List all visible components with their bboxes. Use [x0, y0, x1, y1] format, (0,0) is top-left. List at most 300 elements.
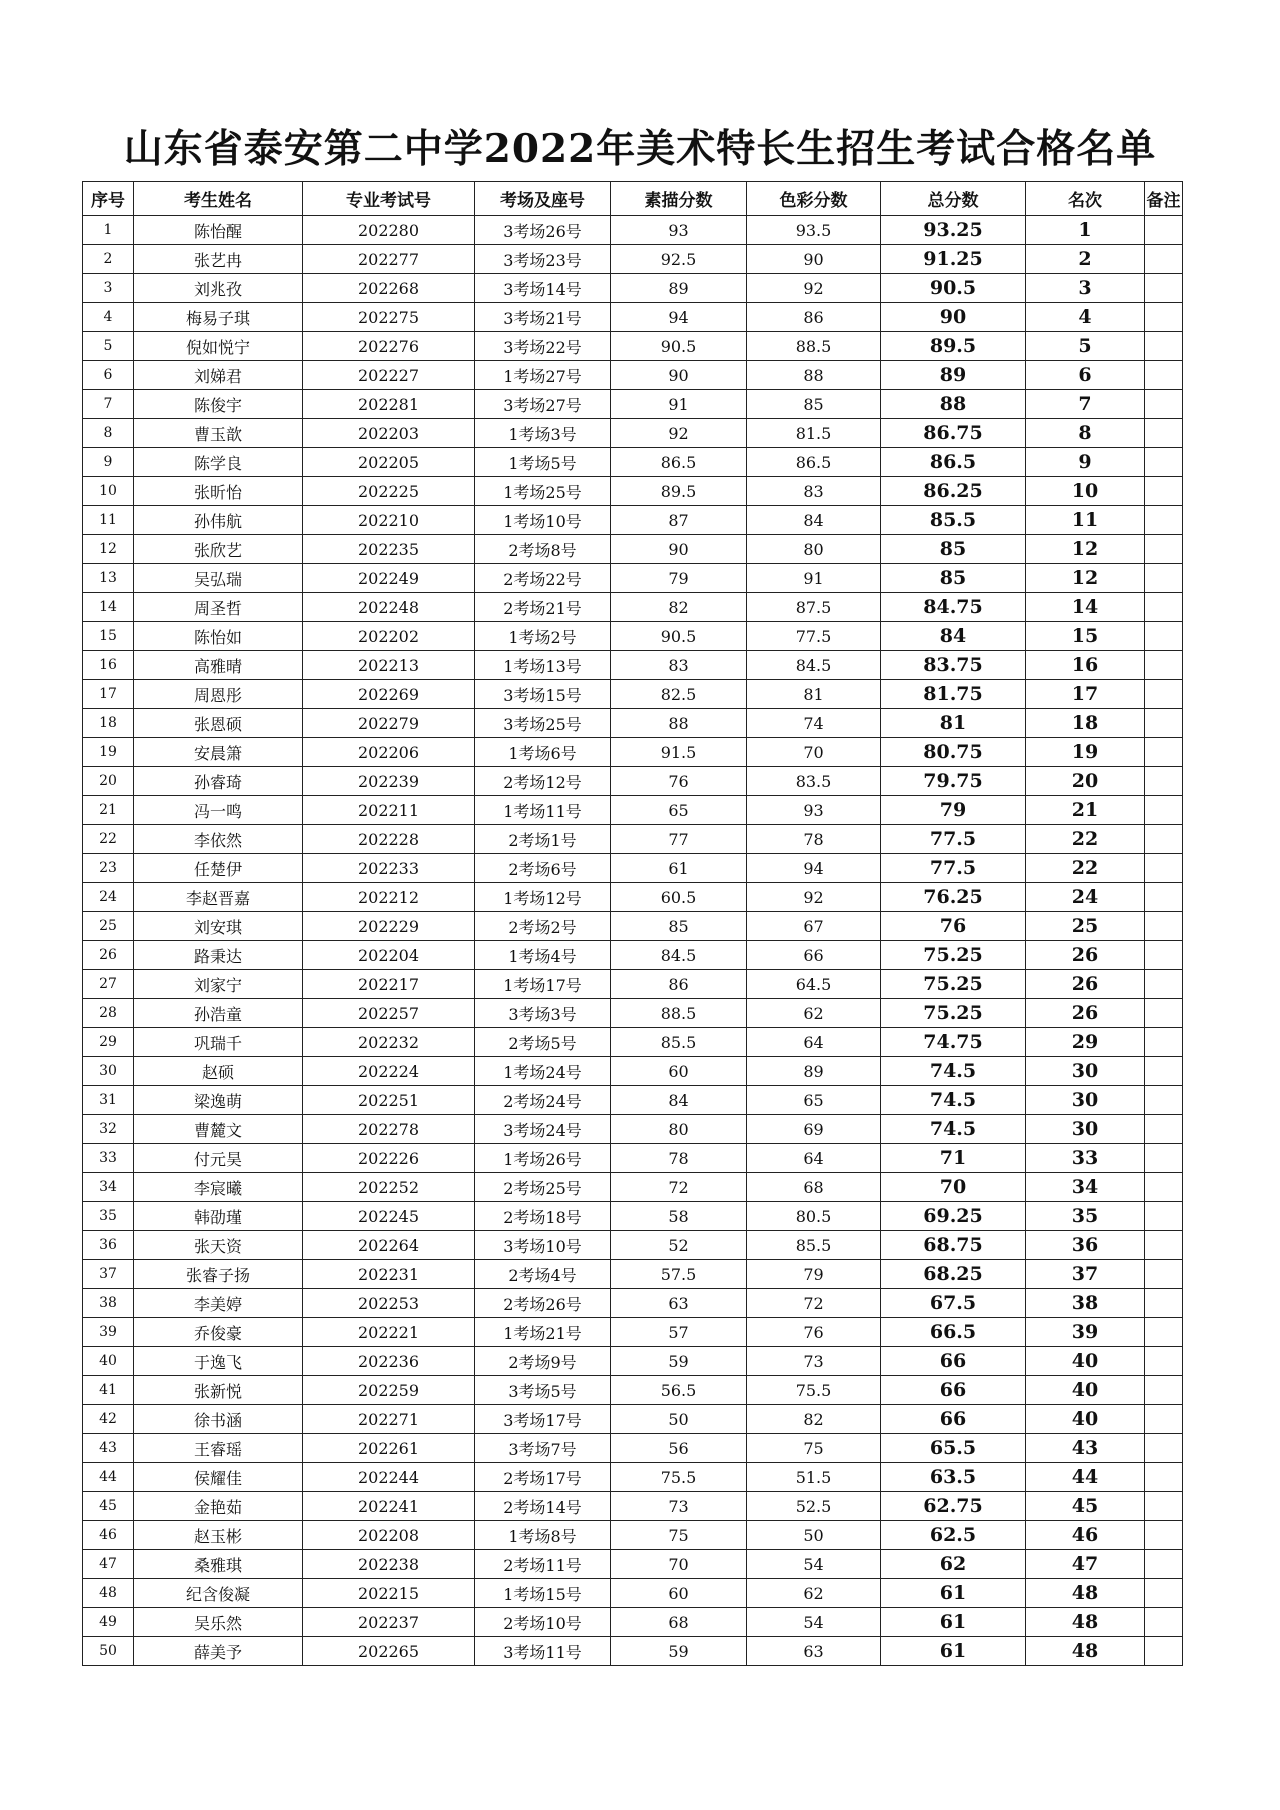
cell-rank: 4: [1026, 303, 1145, 332]
cell-rank: 26: [1026, 941, 1145, 970]
table-row: [83, 506, 1183, 535]
table-row: [83, 941, 1183, 970]
cell-exam-number: 202279: [303, 709, 475, 738]
cell-name: 王睿瑶: [134, 1434, 303, 1463]
cell-rank: 34: [1026, 1173, 1145, 1202]
cell-sketch-score: 92: [611, 419, 747, 448]
cell-sketch-score: 75: [611, 1521, 747, 1550]
cell-index: 27: [83, 970, 134, 999]
cell-name: 赵玉彬: [134, 1521, 303, 1550]
cell-exam-number: 202261: [303, 1434, 475, 1463]
cell-sketch-score: 83: [611, 651, 747, 680]
cell-index: 11: [83, 506, 134, 535]
cell-remarks: [1145, 1637, 1183, 1666]
cell-index: 44: [83, 1463, 134, 1492]
header-color-score: 色彩分数: [747, 182, 881, 216]
cell-name: 刘娣君: [134, 361, 303, 390]
cell-exam-number: 202232: [303, 1028, 475, 1057]
cell-total-score: 61: [881, 1579, 1026, 1608]
cell-index: 13: [83, 564, 134, 593]
cell-remarks: [1145, 622, 1183, 651]
cell-color-score: 94: [747, 854, 881, 883]
cell-name: 高雅晴: [134, 651, 303, 680]
cell-room-seat: 1考场21号: [475, 1318, 611, 1347]
cell-color-score: 54: [747, 1550, 881, 1579]
cell-color-score: 85.5: [747, 1231, 881, 1260]
cell-index: 36: [83, 1231, 134, 1260]
cell-index: 12: [83, 535, 134, 564]
cell-room-seat: 3考场27号: [475, 390, 611, 419]
cell-exam-number: 202276: [303, 332, 475, 361]
cell-remarks: [1145, 1115, 1183, 1144]
cell-remarks: [1145, 709, 1183, 738]
cell-color-score: 93: [747, 796, 881, 825]
cell-color-score: 80: [747, 535, 881, 564]
cell-room-seat: 2考场10号: [475, 1608, 611, 1637]
cell-index: 17: [83, 680, 134, 709]
cell-exam-number: 202236: [303, 1347, 475, 1376]
cell-sketch-score: 56: [611, 1434, 747, 1463]
cell-index: 41: [83, 1376, 134, 1405]
cell-color-score: 87.5: [747, 593, 881, 622]
cell-room-seat: 2考场11号: [475, 1550, 611, 1579]
cell-name: 梅易子琪: [134, 303, 303, 332]
cell-rank: 43: [1026, 1434, 1145, 1463]
cell-sketch-score: 85.5: [611, 1028, 747, 1057]
cell-color-score: 89: [747, 1057, 881, 1086]
cell-remarks: [1145, 1057, 1183, 1086]
cell-room-seat: 1考场15号: [475, 1579, 611, 1608]
cell-name: 周圣哲: [134, 593, 303, 622]
cell-remarks: [1145, 1521, 1183, 1550]
cell-name: 任楚伊: [134, 854, 303, 883]
cell-index: 46: [83, 1521, 134, 1550]
cell-rank: 35: [1026, 1202, 1145, 1231]
cell-total-score: 90: [881, 303, 1026, 332]
cell-total-score: 81: [881, 709, 1026, 738]
cell-room-seat: 1考场26号: [475, 1144, 611, 1173]
cell-rank: 29: [1026, 1028, 1145, 1057]
cell-total-score: 66: [881, 1405, 1026, 1434]
cell-total-score: 65.5: [881, 1434, 1026, 1463]
cell-remarks: [1145, 477, 1183, 506]
cell-index: 45: [83, 1492, 134, 1521]
cell-name: 巩瑞千: [134, 1028, 303, 1057]
cell-name: 于逸飞: [134, 1347, 303, 1376]
cell-color-score: 62: [747, 1579, 881, 1608]
cell-remarks: [1145, 506, 1183, 535]
cell-sketch-score: 86: [611, 970, 747, 999]
cell-index: 22: [83, 825, 134, 854]
cell-name: 刘家宁: [134, 970, 303, 999]
cell-index: 32: [83, 1115, 134, 1144]
cell-exam-number: 202212: [303, 883, 475, 912]
table-row: [83, 796, 1183, 825]
table-row: [83, 825, 1183, 854]
cell-name: 李依然: [134, 825, 303, 854]
cell-index: 33: [83, 1144, 134, 1173]
cell-exam-number: 202213: [303, 651, 475, 680]
cell-name: 陈学良: [134, 448, 303, 477]
cell-remarks: [1145, 303, 1183, 332]
cell-sketch-score: 68: [611, 1608, 747, 1637]
cell-room-seat: 1考场4号: [475, 941, 611, 970]
cell-total-score: 66: [881, 1376, 1026, 1405]
cell-rank: 26: [1026, 999, 1145, 1028]
cell-color-score: 83.5: [747, 767, 881, 796]
cell-room-seat: 1考场11号: [475, 796, 611, 825]
cell-total-score: 86.75: [881, 419, 1026, 448]
cell-total-score: 61: [881, 1637, 1026, 1666]
cell-remarks: [1145, 680, 1183, 709]
cell-room-seat: 3考场26号: [475, 216, 611, 245]
cell-index: 2: [83, 245, 134, 274]
cell-room-seat: 2考场2号: [475, 912, 611, 941]
cell-rank: 30: [1026, 1086, 1145, 1115]
cell-name: 陈怡如: [134, 622, 303, 651]
cell-rank: 22: [1026, 854, 1145, 883]
admission-list-table: [82, 181, 1183, 1666]
cell-rank: 17: [1026, 680, 1145, 709]
cell-index: 24: [83, 883, 134, 912]
cell-room-seat: 1考场27号: [475, 361, 611, 390]
cell-room-seat: 3考场21号: [475, 303, 611, 332]
cell-color-score: 77.5: [747, 622, 881, 651]
table-row: [83, 1608, 1183, 1637]
cell-room-seat: 1考场5号: [475, 448, 611, 477]
cell-total-score: 75.25: [881, 941, 1026, 970]
cell-index: 34: [83, 1173, 134, 1202]
cell-name: 梁逸萌: [134, 1086, 303, 1115]
cell-rank: 40: [1026, 1347, 1145, 1376]
cell-sketch-score: 60: [611, 1579, 747, 1608]
cell-color-score: 63: [747, 1637, 881, 1666]
cell-remarks: [1145, 245, 1183, 274]
cell-remarks: [1145, 593, 1183, 622]
cell-rank: 48: [1026, 1637, 1145, 1666]
cell-total-score: 83.75: [881, 651, 1026, 680]
cell-sketch-score: 91.5: [611, 738, 747, 767]
cell-room-seat: 3考场17号: [475, 1405, 611, 1434]
cell-room-seat: 2考场24号: [475, 1086, 611, 1115]
cell-rank: 5: [1026, 332, 1145, 361]
cell-index: 43: [83, 1434, 134, 1463]
cell-color-score: 90: [747, 245, 881, 274]
table-row: [83, 1202, 1183, 1231]
cell-color-score: 78: [747, 825, 881, 854]
cell-remarks: [1145, 796, 1183, 825]
header-rank: 名次: [1026, 182, 1145, 216]
cell-remarks: [1145, 1376, 1183, 1405]
cell-total-score: 85: [881, 564, 1026, 593]
table-row: [83, 622, 1183, 651]
cell-name: 赵硕: [134, 1057, 303, 1086]
cell-color-score: 64.5: [747, 970, 881, 999]
cell-sketch-score: 57: [611, 1318, 747, 1347]
header-row: [83, 182, 1183, 216]
cell-rank: 40: [1026, 1376, 1145, 1405]
cell-total-score: 89: [881, 361, 1026, 390]
cell-exam-number: 202233: [303, 854, 475, 883]
cell-color-score: 66: [747, 941, 881, 970]
cell-index: 16: [83, 651, 134, 680]
cell-name: 冯一鸣: [134, 796, 303, 825]
cell-room-seat: 2考场9号: [475, 1347, 611, 1376]
cell-rank: 45: [1026, 1492, 1145, 1521]
cell-rank: 11: [1026, 506, 1145, 535]
cell-name: 路秉达: [134, 941, 303, 970]
cell-sketch-score: 88.5: [611, 999, 747, 1028]
cell-index: 19: [83, 738, 134, 767]
cell-exam-number: 202228: [303, 825, 475, 854]
cell-rank: 44: [1026, 1463, 1145, 1492]
cell-exam-number: 202206: [303, 738, 475, 767]
cell-sketch-score: 65: [611, 796, 747, 825]
cell-total-score: 67.5: [881, 1289, 1026, 1318]
cell-sketch-score: 79: [611, 564, 747, 593]
cell-room-seat: 3考场23号: [475, 245, 611, 274]
cell-remarks: [1145, 883, 1183, 912]
cell-index: 39: [83, 1318, 134, 1347]
cell-room-seat: 3考场3号: [475, 999, 611, 1028]
cell-total-score: 70: [881, 1173, 1026, 1202]
header-total-score: 总分数: [881, 182, 1026, 216]
cell-total-score: 79: [881, 796, 1026, 825]
cell-remarks: [1145, 1463, 1183, 1492]
cell-color-score: 93.5: [747, 216, 881, 245]
cell-remarks: [1145, 1608, 1183, 1637]
cell-exam-number: 202239: [303, 767, 475, 796]
cell-total-score: 85.5: [881, 506, 1026, 535]
cell-color-score: 86: [747, 303, 881, 332]
cell-exam-number: 202257: [303, 999, 475, 1028]
cell-room-seat: 2考场1号: [475, 825, 611, 854]
cell-rank: 12: [1026, 564, 1145, 593]
cell-color-score: 65: [747, 1086, 881, 1115]
cell-sketch-score: 86.5: [611, 448, 747, 477]
table-row: [83, 1550, 1183, 1579]
cell-sketch-score: 87: [611, 506, 747, 535]
table-row: [83, 1115, 1183, 1144]
cell-name: 张新悦: [134, 1376, 303, 1405]
cell-name: 金艳茹: [134, 1492, 303, 1521]
cell-sketch-score: 93: [611, 216, 747, 245]
cell-sketch-score: 91: [611, 390, 747, 419]
cell-name: 曹玉歆: [134, 419, 303, 448]
cell-total-score: 68.75: [881, 1231, 1026, 1260]
cell-sketch-score: 58: [611, 1202, 747, 1231]
cell-rank: 48: [1026, 1579, 1145, 1608]
cell-color-score: 70: [747, 738, 881, 767]
cell-rank: 39: [1026, 1318, 1145, 1347]
cell-remarks: [1145, 274, 1183, 303]
cell-room-seat: 3考场22号: [475, 332, 611, 361]
cell-name: 刘安琪: [134, 912, 303, 941]
cell-color-score: 74: [747, 709, 881, 738]
cell-remarks: [1145, 738, 1183, 767]
cell-index: 7: [83, 390, 134, 419]
table-row: [83, 477, 1183, 506]
cell-exam-number: 202281: [303, 390, 475, 419]
cell-sketch-score: 76: [611, 767, 747, 796]
cell-remarks: [1145, 535, 1183, 564]
cell-exam-number: 202248: [303, 593, 475, 622]
cell-color-score: 84: [747, 506, 881, 535]
cell-total-score: 71: [881, 1144, 1026, 1173]
cell-remarks: [1145, 1144, 1183, 1173]
cell-name: 徐书涵: [134, 1405, 303, 1434]
cell-exam-number: 202244: [303, 1463, 475, 1492]
cell-color-score: 83: [747, 477, 881, 506]
cell-room-seat: 1考场25号: [475, 477, 611, 506]
cell-remarks: [1145, 970, 1183, 999]
cell-color-score: 81.5: [747, 419, 881, 448]
table-row: [83, 912, 1183, 941]
cell-rank: 26: [1026, 970, 1145, 999]
cell-index: 28: [83, 999, 134, 1028]
cell-exam-number: 202235: [303, 535, 475, 564]
cell-total-score: 75.25: [881, 999, 1026, 1028]
cell-room-seat: 1考场2号: [475, 622, 611, 651]
cell-name: 侯耀佳: [134, 1463, 303, 1492]
cell-sketch-score: 70: [611, 1550, 747, 1579]
cell-remarks: [1145, 825, 1183, 854]
cell-total-score: 89.5: [881, 332, 1026, 361]
cell-rank: 47: [1026, 1550, 1145, 1579]
table-row: [83, 883, 1183, 912]
cell-room-seat: 1考场3号: [475, 419, 611, 448]
cell-exam-number: 202249: [303, 564, 475, 593]
cell-index: 25: [83, 912, 134, 941]
cell-remarks: [1145, 999, 1183, 1028]
cell-color-score: 79: [747, 1260, 881, 1289]
table-row: [83, 1434, 1183, 1463]
cell-rank: 46: [1026, 1521, 1145, 1550]
cell-sketch-score: 84: [611, 1086, 747, 1115]
cell-index: 37: [83, 1260, 134, 1289]
cell-name: 曹麓文: [134, 1115, 303, 1144]
cell-remarks: [1145, 1202, 1183, 1231]
cell-room-seat: 1考场12号: [475, 883, 611, 912]
cell-total-score: 68.25: [881, 1260, 1026, 1289]
cell-room-seat: 2考场26号: [475, 1289, 611, 1318]
cell-remarks: [1145, 216, 1183, 245]
cell-sketch-score: 88: [611, 709, 747, 738]
cell-sketch-score: 72: [611, 1173, 747, 1202]
cell-rank: 15: [1026, 622, 1145, 651]
cell-total-score: 63.5: [881, 1463, 1026, 1492]
cell-exam-number: 202237: [303, 1608, 475, 1637]
cell-remarks: [1145, 564, 1183, 593]
cell-sketch-score: 92.5: [611, 245, 747, 274]
cell-index: 4: [83, 303, 134, 332]
table-row: [83, 419, 1183, 448]
cell-total-score: 88: [881, 390, 1026, 419]
cell-sketch-score: 57.5: [611, 1260, 747, 1289]
cell-color-score: 91: [747, 564, 881, 593]
cell-exam-number: 202280: [303, 216, 475, 245]
cell-name: 张昕怡: [134, 477, 303, 506]
cell-name: 吴乐然: [134, 1608, 303, 1637]
cell-rank: 19: [1026, 738, 1145, 767]
cell-exam-number: 202252: [303, 1173, 475, 1202]
cell-exam-number: 202238: [303, 1550, 475, 1579]
cell-rank: 22: [1026, 825, 1145, 854]
table-row: [83, 854, 1183, 883]
cell-exam-number: 202278: [303, 1115, 475, 1144]
cell-rank: 33: [1026, 1144, 1145, 1173]
cell-name: 吴弘瑞: [134, 564, 303, 593]
table-row: [83, 1086, 1183, 1115]
table-row: [83, 1463, 1183, 1492]
cell-room-seat: 1考场24号: [475, 1057, 611, 1086]
cell-name: 张欣艺: [134, 535, 303, 564]
cell-color-score: 86.5: [747, 448, 881, 477]
cell-sketch-score: 61: [611, 854, 747, 883]
cell-index: 18: [83, 709, 134, 738]
cell-color-score: 76: [747, 1318, 881, 1347]
cell-exam-number: 202217: [303, 970, 475, 999]
cell-rank: 25: [1026, 912, 1145, 941]
cell-sketch-score: 75.5: [611, 1463, 747, 1492]
cell-rank: 20: [1026, 767, 1145, 796]
header-remarks: 备注: [1145, 182, 1183, 216]
cell-room-seat: 2考场4号: [475, 1260, 611, 1289]
table-row: [83, 274, 1183, 303]
cell-rank: 7: [1026, 390, 1145, 419]
table-row: [83, 970, 1183, 999]
cell-exam-number: 202277: [303, 245, 475, 274]
cell-room-seat: 3考场15号: [475, 680, 611, 709]
table-row: [83, 709, 1183, 738]
cell-total-score: 93.25: [881, 216, 1026, 245]
cell-color-score: 73: [747, 1347, 881, 1376]
cell-sketch-score: 77: [611, 825, 747, 854]
cell-index: 3: [83, 274, 134, 303]
cell-remarks: [1145, 390, 1183, 419]
cell-sketch-score: 50: [611, 1405, 747, 1434]
cell-total-score: 86.25: [881, 477, 1026, 506]
cell-rank: 3: [1026, 274, 1145, 303]
cell-sketch-score: 59: [611, 1637, 747, 1666]
cell-total-score: 90.5: [881, 274, 1026, 303]
cell-name: 陈俊宇: [134, 390, 303, 419]
cell-index: 38: [83, 1289, 134, 1318]
table-row: [83, 1057, 1183, 1086]
cell-index: 10: [83, 477, 134, 506]
cell-exam-number: 202211: [303, 796, 475, 825]
table-row: [83, 738, 1183, 767]
table-row: [83, 1579, 1183, 1608]
cell-rank: 12: [1026, 535, 1145, 564]
cell-color-score: 75.5: [747, 1376, 881, 1405]
cell-remarks: [1145, 1231, 1183, 1260]
cell-index: 40: [83, 1347, 134, 1376]
cell-color-score: 52.5: [747, 1492, 881, 1521]
cell-room-seat: 2考场6号: [475, 854, 611, 883]
cell-name: 孙浩童: [134, 999, 303, 1028]
cell-total-score: 77.5: [881, 854, 1026, 883]
cell-index: 1: [83, 216, 134, 245]
cell-color-score: 51.5: [747, 1463, 881, 1492]
cell-exam-number: 202245: [303, 1202, 475, 1231]
cell-total-score: 80.75: [881, 738, 1026, 767]
cell-remarks: [1145, 1260, 1183, 1289]
table-row: [83, 1231, 1183, 1260]
table-row: [83, 390, 1183, 419]
cell-sketch-score: 84.5: [611, 941, 747, 970]
cell-exam-number: 202229: [303, 912, 475, 941]
